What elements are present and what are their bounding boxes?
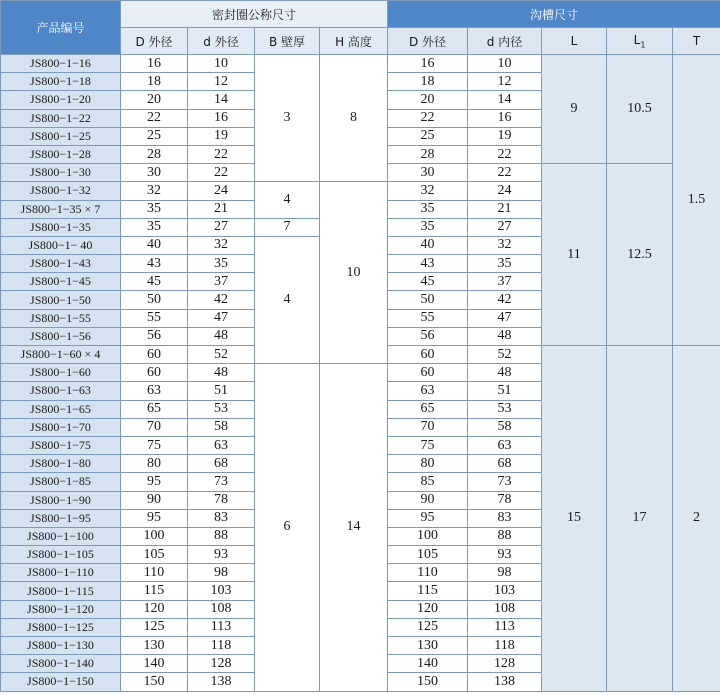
seal-inner-diameter-cell: 113 <box>188 618 255 636</box>
groove-outer-diameter-cell: 130 <box>388 637 468 655</box>
groove-outer-diameter-cell: 56 <box>388 327 468 345</box>
groove-outer-diameter-cell: 60 <box>388 364 468 382</box>
product-code-cell: JS800−1−22 <box>1 109 121 127</box>
seal-outer-diameter-cell: 90 <box>121 491 188 509</box>
groove-outer-diameter-cell: 45 <box>388 273 468 291</box>
product-code-cell: JS800−1−16 <box>1 55 121 73</box>
seal-inner-diameter-cell: 103 <box>188 582 255 600</box>
groove-inner-diameter-cell: 83 <box>468 509 542 527</box>
groove-outer-diameter-cell: 28 <box>388 145 468 163</box>
seal-inner-diameter-cell: 42 <box>188 291 255 309</box>
product-code-cell: JS800−1−100 <box>1 527 121 545</box>
header-groove-L1-sub: 1 <box>640 40 646 50</box>
seal-outer-diameter-cell: 50 <box>121 291 188 309</box>
groove-L1-cell: 17 <box>607 346 673 692</box>
groove-L1-cell: 10.5 <box>607 55 673 164</box>
seal-outer-diameter-cell: 70 <box>121 418 188 436</box>
seal-inner-diameter-cell: 128 <box>188 655 255 673</box>
seal-inner-diameter-cell: 22 <box>188 164 255 182</box>
seal-outer-diameter-cell: 56 <box>121 327 188 345</box>
groove-inner-diameter-cell: 63 <box>468 436 542 454</box>
seal-inner-diameter-cell: 73 <box>188 473 255 491</box>
header-seal-B: B 壁厚 <box>255 28 320 55</box>
groove-outer-diameter-cell: 70 <box>388 418 468 436</box>
table-row <box>1 55 720 73</box>
groove-inner-diameter-cell: 108 <box>468 600 542 618</box>
seal-inner-diameter-cell: 22 <box>188 145 255 163</box>
groove-inner-diameter-cell: 51 <box>468 382 542 400</box>
groove-outer-diameter-cell: 63 <box>388 382 468 400</box>
product-code-cell: JS800−1−150 <box>1 673 121 691</box>
product-code-cell: JS800−1−25 <box>1 127 121 145</box>
groove-inner-diameter-cell: 22 <box>468 145 542 163</box>
groove-outer-diameter-cell: 90 <box>388 491 468 509</box>
seal-inner-diameter-cell: 58 <box>188 418 255 436</box>
groove-outer-diameter-cell: 35 <box>388 200 468 218</box>
groove-outer-diameter-cell: 35 <box>388 218 468 236</box>
seal-inner-diameter-cell: 93 <box>188 546 255 564</box>
seal-inner-diameter-cell: 14 <box>188 91 255 109</box>
seal-outer-diameter-cell: 43 <box>121 255 188 273</box>
groove-inner-diameter-cell: 98 <box>468 564 542 582</box>
groove-inner-diameter-cell: 48 <box>468 327 542 345</box>
groove-inner-diameter-cell: 118 <box>468 637 542 655</box>
groove-inner-diameter-cell: 113 <box>468 618 542 636</box>
product-code-cell: JS800−1−90 <box>1 491 121 509</box>
groove-inner-diameter-cell: 22 <box>468 164 542 182</box>
header-seal-d: d 外径 <box>188 28 255 55</box>
groove-outer-diameter-cell: 110 <box>388 564 468 582</box>
groove-inner-diameter-cell: 78 <box>468 491 542 509</box>
header-groove-d: d 内径 <box>468 28 542 55</box>
seal-inner-diameter-cell: 16 <box>188 109 255 127</box>
product-code-cell: JS800−1−35 × 7 <box>1 200 121 218</box>
product-code-cell: JS800−1−120 <box>1 600 121 618</box>
groove-inner-diameter-cell: 10 <box>468 55 542 73</box>
product-code-cell: JS800−1−105 <box>1 546 121 564</box>
seal-outer-diameter-cell: 150 <box>121 673 188 691</box>
height-cell: 14 <box>320 364 388 691</box>
groove-L-cell: 15 <box>542 346 607 692</box>
groove-L-cell: 9 <box>542 55 607 164</box>
groove-outer-diameter-cell: 75 <box>388 436 468 454</box>
seal-inner-diameter-cell: 12 <box>188 73 255 91</box>
groove-inner-diameter-cell: 73 <box>468 473 542 491</box>
groove-outer-diameter-cell: 60 <box>388 346 468 364</box>
header-groove-L1-main: L <box>633 32 641 47</box>
product-code-cell: JS800−1−63 <box>1 382 121 400</box>
groove-outer-diameter-cell: 120 <box>388 600 468 618</box>
groove-inner-diameter-cell: 138 <box>468 673 542 691</box>
groove-inner-diameter-cell: 103 <box>468 582 542 600</box>
groove-inner-diameter-cell: 48 <box>468 364 542 382</box>
seal-inner-diameter-cell: 48 <box>188 327 255 345</box>
seal-outer-diameter-cell: 22 <box>121 109 188 127</box>
seal-outer-diameter-cell: 105 <box>121 546 188 564</box>
seal-inner-diameter-cell: 27 <box>188 218 255 236</box>
header-seal-H: H 高度 <box>320 28 388 55</box>
seal-outer-diameter-cell: 30 <box>121 164 188 182</box>
groove-inner-diameter-cell: 128 <box>468 655 542 673</box>
groove-inner-diameter-cell: 19 <box>468 127 542 145</box>
groove-inner-diameter-cell: 88 <box>468 527 542 545</box>
groove-outer-diameter-cell: 85 <box>388 473 468 491</box>
header-groove-group: 沟槽尺寸 <box>388 1 720 28</box>
seal-inner-diameter-cell: 118 <box>188 637 255 655</box>
wall-thickness-cell: 4 <box>255 182 320 218</box>
groove-T-cell: 1.5 <box>673 55 720 346</box>
seal-outer-diameter-cell: 40 <box>121 236 188 254</box>
seal-inner-diameter-cell: 83 <box>188 509 255 527</box>
seal-outer-diameter-cell: 125 <box>121 618 188 636</box>
product-code-cell: JS800−1−28 <box>1 145 121 163</box>
product-code-cell: JS800−1−30 <box>1 164 121 182</box>
groove-outer-diameter-cell: 105 <box>388 546 468 564</box>
seal-inner-diameter-cell: 138 <box>188 673 255 691</box>
seal-outer-diameter-cell: 80 <box>121 455 188 473</box>
height-cell: 8 <box>320 55 388 182</box>
seal-outer-diameter-cell: 18 <box>121 73 188 91</box>
seal-outer-diameter-cell: 95 <box>121 473 188 491</box>
seal-inner-diameter-cell: 51 <box>188 382 255 400</box>
seal-inner-diameter-cell: 68 <box>188 455 255 473</box>
seal-inner-diameter-cell: 63 <box>188 436 255 454</box>
product-code-cell: JS800−1−32 <box>1 182 121 200</box>
seal-inner-diameter-cell: 19 <box>188 127 255 145</box>
table-body <box>1 55 720 692</box>
header-groove-D: D 外径 <box>388 28 468 55</box>
product-code-cell: JS800−1− 40 <box>1 236 121 254</box>
seal-inner-diameter-cell: 10 <box>188 55 255 73</box>
seal-outer-diameter-cell: 25 <box>121 127 188 145</box>
product-code-cell: JS800−1−115 <box>1 582 121 600</box>
seal-outer-diameter-cell: 100 <box>121 527 188 545</box>
groove-inner-diameter-cell: 32 <box>468 236 542 254</box>
seal-outer-diameter-cell: 115 <box>121 582 188 600</box>
product-code-cell: JS800−1−95 <box>1 509 121 527</box>
header-groove-L: L <box>542 28 607 55</box>
groove-outer-diameter-cell: 40 <box>388 236 468 254</box>
header-groove-T: T <box>673 28 720 55</box>
seal-inner-diameter-cell: 108 <box>188 600 255 618</box>
product-code-cell: JS800−1−56 <box>1 327 121 345</box>
groove-inner-diameter-cell: 16 <box>468 109 542 127</box>
product-code-cell: JS800−1−80 <box>1 455 121 473</box>
seal-outer-diameter-cell: 130 <box>121 637 188 655</box>
product-code-cell: JS800−1−125 <box>1 618 121 636</box>
product-code-cell: JS800−1−70 <box>1 418 121 436</box>
seal-inner-diameter-cell: 88 <box>188 527 255 545</box>
seal-inner-diameter-cell: 24 <box>188 182 255 200</box>
seal-inner-diameter-cell: 21 <box>188 200 255 218</box>
groove-outer-diameter-cell: 150 <box>388 673 468 691</box>
product-code-cell: JS800−1−45 <box>1 273 121 291</box>
groove-inner-diameter-cell: 47 <box>468 309 542 327</box>
groove-inner-diameter-cell: 37 <box>468 273 542 291</box>
seal-outer-diameter-cell: 35 <box>121 200 188 218</box>
groove-outer-diameter-cell: 18 <box>388 73 468 91</box>
seal-outer-diameter-cell: 28 <box>121 145 188 163</box>
product-code-cell: JS800−1−60 × 4 <box>1 346 121 364</box>
seal-outer-diameter-cell: 20 <box>121 91 188 109</box>
groove-inner-diameter-cell: 93 <box>468 546 542 564</box>
seal-outer-diameter-cell: 75 <box>121 436 188 454</box>
seal-outer-diameter-cell: 95 <box>121 509 188 527</box>
product-code-cell: JS800−1−20 <box>1 91 121 109</box>
seal-outer-diameter-cell: 35 <box>121 218 188 236</box>
header-seal-group: 密封圈公称尺寸 <box>121 1 388 28</box>
seal-outer-diameter-cell: 16 <box>121 55 188 73</box>
wall-thickness-cell: 7 <box>255 218 320 236</box>
groove-outer-diameter-cell: 16 <box>388 55 468 73</box>
seal-outer-diameter-cell: 60 <box>121 364 188 382</box>
product-code-cell: JS800−1−18 <box>1 73 121 91</box>
groove-outer-diameter-cell: 20 <box>388 91 468 109</box>
seal-inner-diameter-cell: 32 <box>188 236 255 254</box>
wall-thickness-cell: 4 <box>255 236 320 363</box>
seal-outer-diameter-cell: 140 <box>121 655 188 673</box>
wall-thickness-cell: 6 <box>255 364 320 691</box>
product-code-cell: JS800−1−110 <box>1 564 121 582</box>
groove-inner-diameter-cell: 27 <box>468 218 542 236</box>
seal-inner-diameter-cell: 48 <box>188 364 255 382</box>
seal-inner-diameter-cell: 37 <box>188 273 255 291</box>
groove-outer-diameter-cell: 25 <box>388 127 468 145</box>
product-code-cell: JS800−1−130 <box>1 637 121 655</box>
groove-inner-diameter-cell: 53 <box>468 400 542 418</box>
seal-inner-diameter-cell: 78 <box>188 491 255 509</box>
groove-outer-diameter-cell: 95 <box>388 509 468 527</box>
seal-inner-diameter-cell: 53 <box>188 400 255 418</box>
groove-outer-diameter-cell: 50 <box>388 291 468 309</box>
groove-outer-diameter-cell: 22 <box>388 109 468 127</box>
header-seal-D: D 外径 <box>121 28 188 55</box>
seal-outer-diameter-cell: 63 <box>121 382 188 400</box>
product-code-cell: JS800−1−75 <box>1 436 121 454</box>
product-code-cell: JS800−1−55 <box>1 309 121 327</box>
header-product-code: 产品编号 <box>1 1 121 55</box>
groove-T-cell: 2 <box>673 346 720 692</box>
product-code-cell: JS800−1−35 <box>1 218 121 236</box>
groove-L1-cell: 12.5 <box>607 164 673 346</box>
seal-outer-diameter-cell: 60 <box>121 346 188 364</box>
seal-outer-diameter-cell: 32 <box>121 182 188 200</box>
seal-outer-diameter-cell: 55 <box>121 309 188 327</box>
groove-inner-diameter-cell: 52 <box>468 346 542 364</box>
groove-inner-diameter-cell: 24 <box>468 182 542 200</box>
groove-inner-diameter-cell: 35 <box>468 255 542 273</box>
groove-inner-diameter-cell: 14 <box>468 91 542 109</box>
wall-thickness-cell: 3 <box>255 55 320 182</box>
product-code-cell: JS800−1−65 <box>1 400 121 418</box>
seal-outer-diameter-cell: 110 <box>121 564 188 582</box>
product-code-cell: JS800−1−60 <box>1 364 121 382</box>
groove-outer-diameter-cell: 55 <box>388 309 468 327</box>
product-code-cell: JS800−1−140 <box>1 655 121 673</box>
seal-outer-diameter-cell: 65 <box>121 400 188 418</box>
groove-L-cell: 11 <box>542 164 607 346</box>
seal-outer-diameter-cell: 45 <box>121 273 188 291</box>
groove-outer-diameter-cell: 30 <box>388 164 468 182</box>
groove-inner-diameter-cell: 42 <box>468 291 542 309</box>
groove-outer-diameter-cell: 115 <box>388 582 468 600</box>
seal-inner-diameter-cell: 52 <box>188 346 255 364</box>
seal-inner-diameter-cell: 47 <box>188 309 255 327</box>
height-cell: 10 <box>320 182 388 364</box>
product-code-cell: JS800−1−43 <box>1 255 121 273</box>
groove-inner-diameter-cell: 58 <box>468 418 542 436</box>
groove-outer-diameter-cell: 43 <box>388 255 468 273</box>
groove-outer-diameter-cell: 80 <box>388 455 468 473</box>
groove-outer-diameter-cell: 32 <box>388 182 468 200</box>
groove-inner-diameter-cell: 21 <box>468 200 542 218</box>
groove-outer-diameter-cell: 140 <box>388 655 468 673</box>
seal-inner-diameter-cell: 35 <box>188 255 255 273</box>
seal-inner-diameter-cell: 98 <box>188 564 255 582</box>
product-code-cell: JS800−1−85 <box>1 473 121 491</box>
groove-outer-diameter-cell: 65 <box>388 400 468 418</box>
groove-inner-diameter-cell: 68 <box>468 455 542 473</box>
groove-inner-diameter-cell: 12 <box>468 73 542 91</box>
groove-outer-diameter-cell: 125 <box>388 618 468 636</box>
header-groove-L1 <box>607 28 673 55</box>
groove-outer-diameter-cell: 100 <box>388 527 468 545</box>
seal-outer-diameter-cell: 120 <box>121 600 188 618</box>
product-code-cell: JS800−1−50 <box>1 291 121 309</box>
